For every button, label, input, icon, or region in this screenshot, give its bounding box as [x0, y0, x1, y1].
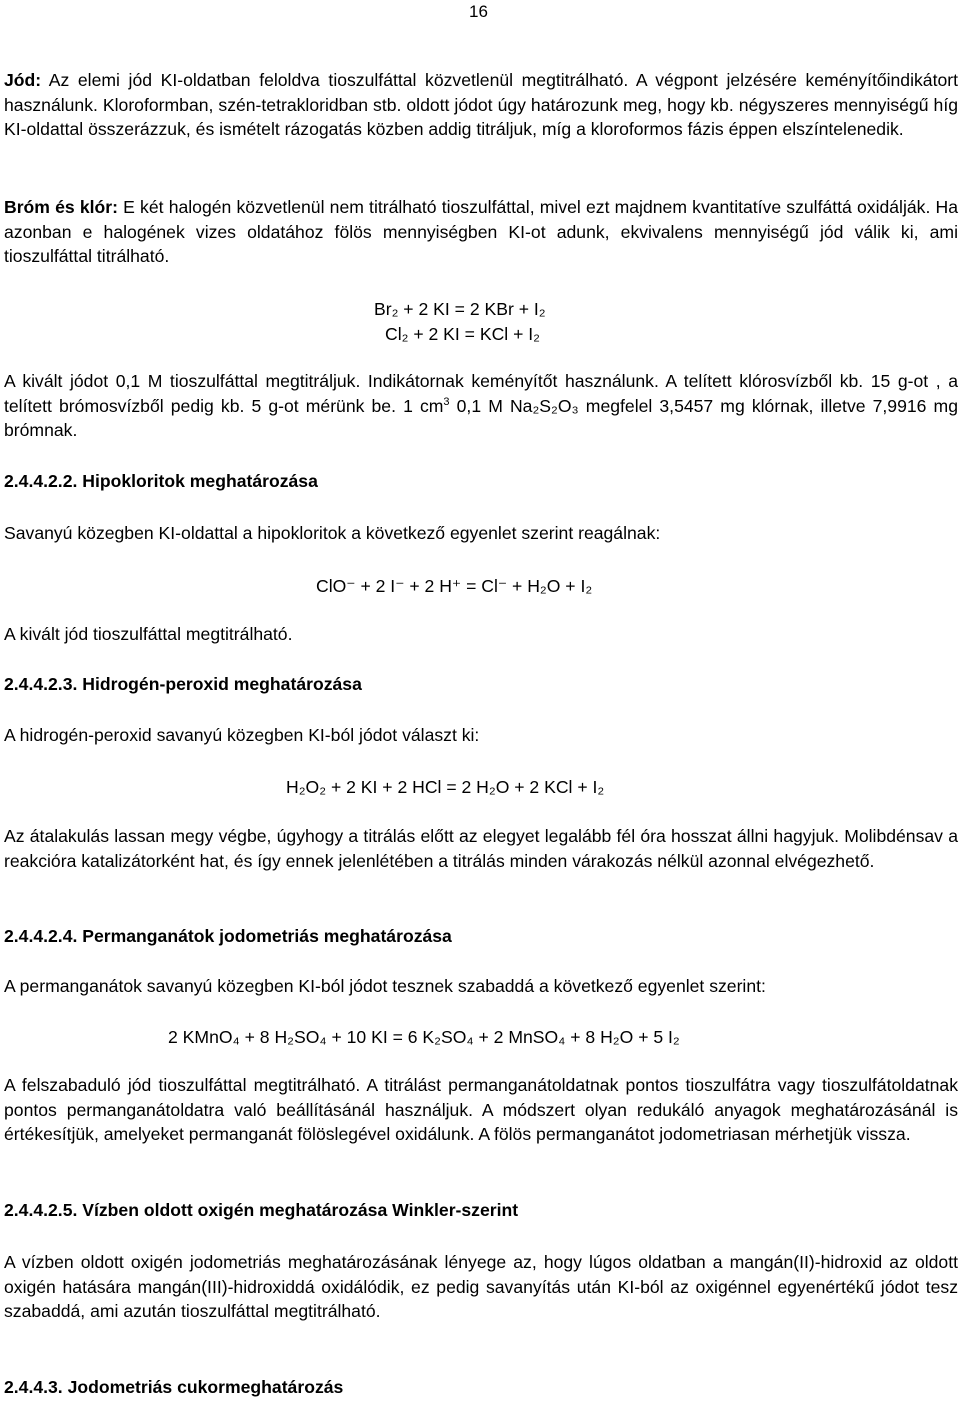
- bromine-chlorine-label: Bróm és klór:: [4, 197, 118, 217]
- bromine-chlorine-text: E két halogén közvetlenül nem titrálható tioszulfáttal, mivel ezt majdnem kvantitatíve szulfáttá oxidálják. Ha azonban e halogének vizes oldatához fölös mennyiségben KI-ot adunk, ekvivalens mennyiségű jód válik ki, ami tioszulfáttal titrálható.: [4, 197, 958, 267]
- iodine-label: Jód:: [4, 70, 42, 90]
- paragraph-bromine-chlorine: [4, 195, 958, 269]
- paragraph-winkler: A vízben oldott oxigén jodometriás meghatározásának lényege az, hogy lúgos oldatban a mangán(II)-hidroxid az oldott oxigén hatására mangán(III)-hidroxiddá oxidálódik, ez pedig savanyítás után KI-ból az oxigénnel egyenértékű jódot tesz szabaddá, ami azután tioszulfáttal megtitrálható.: [4, 1252, 958, 1322]
- paragraph-hypochlorite: Savanyú közegben KI-oldattal a hipokloritok a következő egyenlet szerint reagálnak:: [4, 523, 661, 543]
- equation-chlorine: Cl₂ + 2 KI = KCl + I₂: [385, 324, 540, 344]
- iodine-text: Az elemi jód KI-oldatban feloldva tioszulfáttal közvetlenül megtitrálható. A végpont jelzésére keményítőindikátort használunk. Kloroformban, szén-tetrakloridban stb. oldott jódot úgy határozunk meg, hogy kb. négyszeres mennyiségű híg KI-oldattal összerázzuk, és ismételt rázogatás közben addig titráljuk, míg a kloroformos fázis éppen elszíntelenedik.: [4, 70, 958, 140]
- titration-text-b: 0,1 M Na₂S₂O₃ megfelel 3,5457 mg klórnak, illetve 7,9916 mg brómnak.: [4, 395, 958, 441]
- heading-hydrogen-peroxide: 2.4.4.2.3. Hidrogén-peroxid meghatározása: [4, 674, 362, 694]
- paragraph-reaction-speed: Az átalakulás lassan megy végbe, úgyhogy a titrálás előtt az elegyet legalább fél óra hosszat állni hagyjuk. Molibdénsav a reakcióra katalizátorként hat, és így ennek jelenlétében a titrálás minden várakozás nélkül azonnal elvégezhető.: [4, 826, 958, 871]
- equation-hydrogen-peroxide: H₂O₂ + 2 KI + 2 HCl = 2 H₂O + 2 KCl + I₂: [286, 777, 605, 797]
- paragraph-permanganate: A permanganátok savanyú közegben KI-ból jódot tesznek szabaddá a következő egyenlet szerint:: [4, 976, 766, 996]
- heading-permanganate: 2.4.4.2.4. Permanganátok jodometriás meghatározása: [4, 926, 452, 946]
- titration-text-a: A kivált jódot 0,1 M tioszulfáttal megtitráljuk. Indikátornak keményítőt használunk. A telített klórosvízből kb. 15 g-ot , a telített brómosvízből pedig kb. 5 g-ot mérünk be. 1 cm: [4, 371, 958, 416]
- equation-hypochlorite: ClO⁻ + 2 I⁻ + 2 H⁺ = Cl⁻ + H₂O + I₂: [316, 576, 593, 596]
- equation-bromine: Br₂ + 2 KI = 2 KBr + I₂: [374, 299, 546, 319]
- paragraph-titration: [4, 369, 958, 443]
- paragraph-hypochlorite-result: A kivált jód tioszulfáttal megtitrálható.: [4, 624, 293, 644]
- cm3-superscript: 3: [443, 395, 450, 408]
- heading-winkler: 2.4.4.2.5. Vízben oldott oxigén meghatározása Winkler-szerint: [4, 1200, 519, 1220]
- paragraph-iodine: [4, 68, 958, 142]
- heading-hypochlorite: 2.4.4.2.2. Hipokloritok meghatározása: [4, 471, 318, 491]
- equation-permanganate: 2 KMnO₄ + 8 H₂SO₄ + 10 KI = 6 K₂SO₄ + 2 MnSO₄ + 8 H₂O + 5 I₂: [168, 1027, 680, 1047]
- paragraph-hydrogen-peroxide: A hidrogén-peroxid savanyú közegben KI-ból jódot választ ki:: [4, 725, 480, 745]
- heading-sugar: 2.4.4.3. Jodometriás cukormeghatározás: [4, 1377, 344, 1397]
- page-number: 16: [469, 2, 488, 21]
- paragraph-permanganate-titration: A felszabaduló jód tioszulfáttal megtitrálható. A titrálást permanganátoldatnak pontos tioszulfátra vagy tioszulfátoldatnak pontos permanganátoldatra való beállításánál használjuk. A módszert olyan redukáló anyagok meghatározásánál is értékesítjük, amelyeket permanganát fölöslegével oxidálunk. A fölös permanganátot jodometriasan mérhetjük vissza.: [4, 1075, 958, 1145]
